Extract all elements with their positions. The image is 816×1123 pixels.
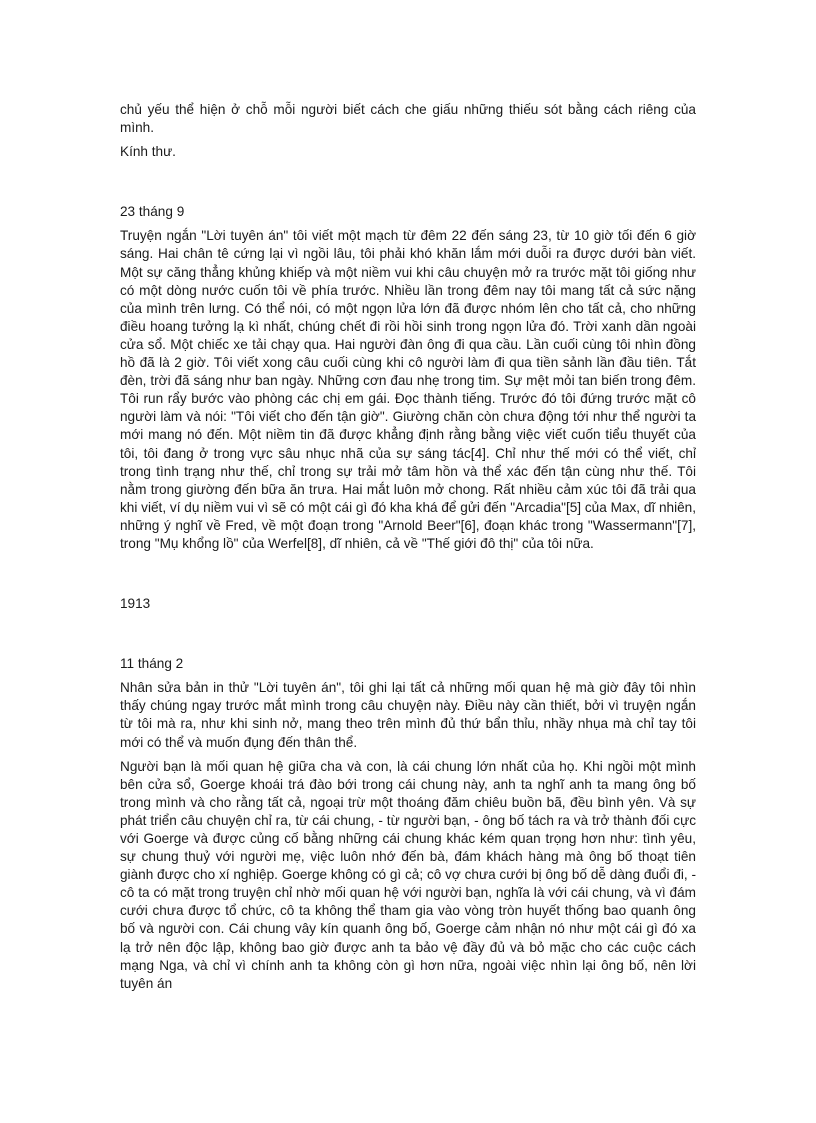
entry-date-heading: 23 tháng 9 [120,204,185,220]
entry-body-paragraph: Truyện ngắn "Lời tuyên án" tôi viết một mạch từ đêm 22 đến sáng 23, từ 10 giờ tối đến 6 giờ sáng. Hai chân tê cứng lại vì ngồi lâu, tôi phải khó khăn lắm mới duỗi ra được dưới bàn viết. Một sự căng thẳng khủng khiếp và một niềm vui khi câu chuyện mở ra trước mặt tôi giống như có một dòng nước cuốn tôi về phía trước. Nhiều lần trong đêm nay tôi mang tất cả sức nặng của mình trên lưng. Có thể nói, có một ngọn lửa lớn đã được nhóm lên cho tất cả, cho những điều hoang tưởng lạ kì nhất, chúng chết đi rồi hồi sinh trong ngọn lửa đó. Trời xanh dần ngoài cửa sổ. Một chiếc xe tải chạy qua. Hai người đàn ông đi qua cầu. Lần cuối cùng tôi nhìn đồng hồ đã là 2 giờ. Tôi viết xong câu cuối cùng khi cô người làm đi qua tiền sảnh lần đầu tiên. Tắt đèn, trời đã sáng như ban ngày. Những cơn đau nhẹ trong tim. Sự mệt mỏi tan biến trong đêm. Tôi run rẩy bước vào phòng các chị em gái. Đọc thành tiếng. Trước đó tôi đứng trước mặt cô người làm và nói: "Tôi viết cho đến tận giờ". Giường chăn còn chưa động tới như thể người ta mới mang nó đến. Một niềm tin đã được khẳng định rằng bằng việc viết cuốn tiểu thuyết của tôi, tôi đang ở trong vực sâu nhục nhã của sự sáng tác[4]. Chỉ như thế mới có thể viết, chỉ trong tình trạng như thế, chỉ trong sự trải mở tâm hồn và thể xác đến tận cùng như thế. Tôi nằm trong giường đến bữa ăn trưa. Hai mắt luôn mở chong. Rất nhiều cảm xúc tôi đã trải qua khi viết, ví dụ niềm vui vì sẽ có một cái gì đó kha khá để gửi đến "Arcadia"[5] của Max, dĩ nhiên, những ý nghĩ về Fred, về một đoạn trong "Arnold Beer"[6], đoạn khác trong "Wassermann"[7], trong "Mụ khổng lồ" của Werfel[8], dĩ nhiên, cả về "Thế giới đô thị" của tôi nữa. [120,228,696,551]
year-heading: 1913 [120,596,151,612]
entry-body-paragraph: Người bạn là mối quan hệ giữa cha và con, là cái chung lớn nhất của họ. Khi ngồi một mình bên cửa sổ, Goerge khoái trá đào bới trong cái chung này, anh ta nghĩ anh ta mang ông bố trong mình và cho rằng tất cả, ngoại trừ một thoáng đăm chiêu buồn bã, đều bình yên. Và sự phát triển câu chuyện chỉ ra, từ cái chung, - từ người bạn, - ông bố tách ra và trở thành đối cực với Goerge và được củng cố bằng những cái chung khác kém quan trọng hơn như: tình yêu, sự chung thuỷ với người mẹ, việc luôn nhớ đến bà, đám khách hàng mà ông bố thoạt tiên giành được cho xí nghiệp. Goerge không có gì cả; cô vợ chưa cưới bị ông bố dễ dàng đuổi đi, - cô ta có mặt trong truyện chỉ nhờ mối quan hệ với người bạn, nghĩa là với cái chung, và vì đám cưới chưa được tổ chức, cô ta không thể tham gia vào vòng tròn huyết thống bao quanh ông bố và người con. Cái chung vây kín quanh ông bố, Goerge cảm nhận nó như một cái gì đó xa lạ trở nên độc lập, không bao giờ được anh ta bảo vệ đầy đủ và bỏ mặc cho các cuộc cách mạng Nga, và chỉ vì chính anh ta không còn gì hơn nữa, ngoài việc nhìn lại ông bố, nên lời tuyên án [120,758,696,991]
entry-body-paragraph: Nhân sửa bản in thử "Lời tuyên án", tôi ghi lại tất cả những mối quan hệ mà giờ đây tôi nhìn thấy chúng ngay trước mắt mình trong câu chuyện này. Điều này cần thiết, bởi vì truyện ngắn từ tôi mà ra, như khi sinh nở, mang theo trên mình đủ thứ bẩn thỉu, nhầy nhụa mà chỉ tay tôi mới có thể và muốn đụng đến thân thể. [120,680,696,750]
entry-date-heading: 11 tháng 2 [120,656,184,672]
document-page [120,101,696,993]
closing-line: Kính thư. [120,144,176,160]
paragraph-intro: chủ yếu thể hiện ở chỗ mỗi người biết cách che giấu những thiếu sót bằng cách riêng của mình. [120,102,696,136]
